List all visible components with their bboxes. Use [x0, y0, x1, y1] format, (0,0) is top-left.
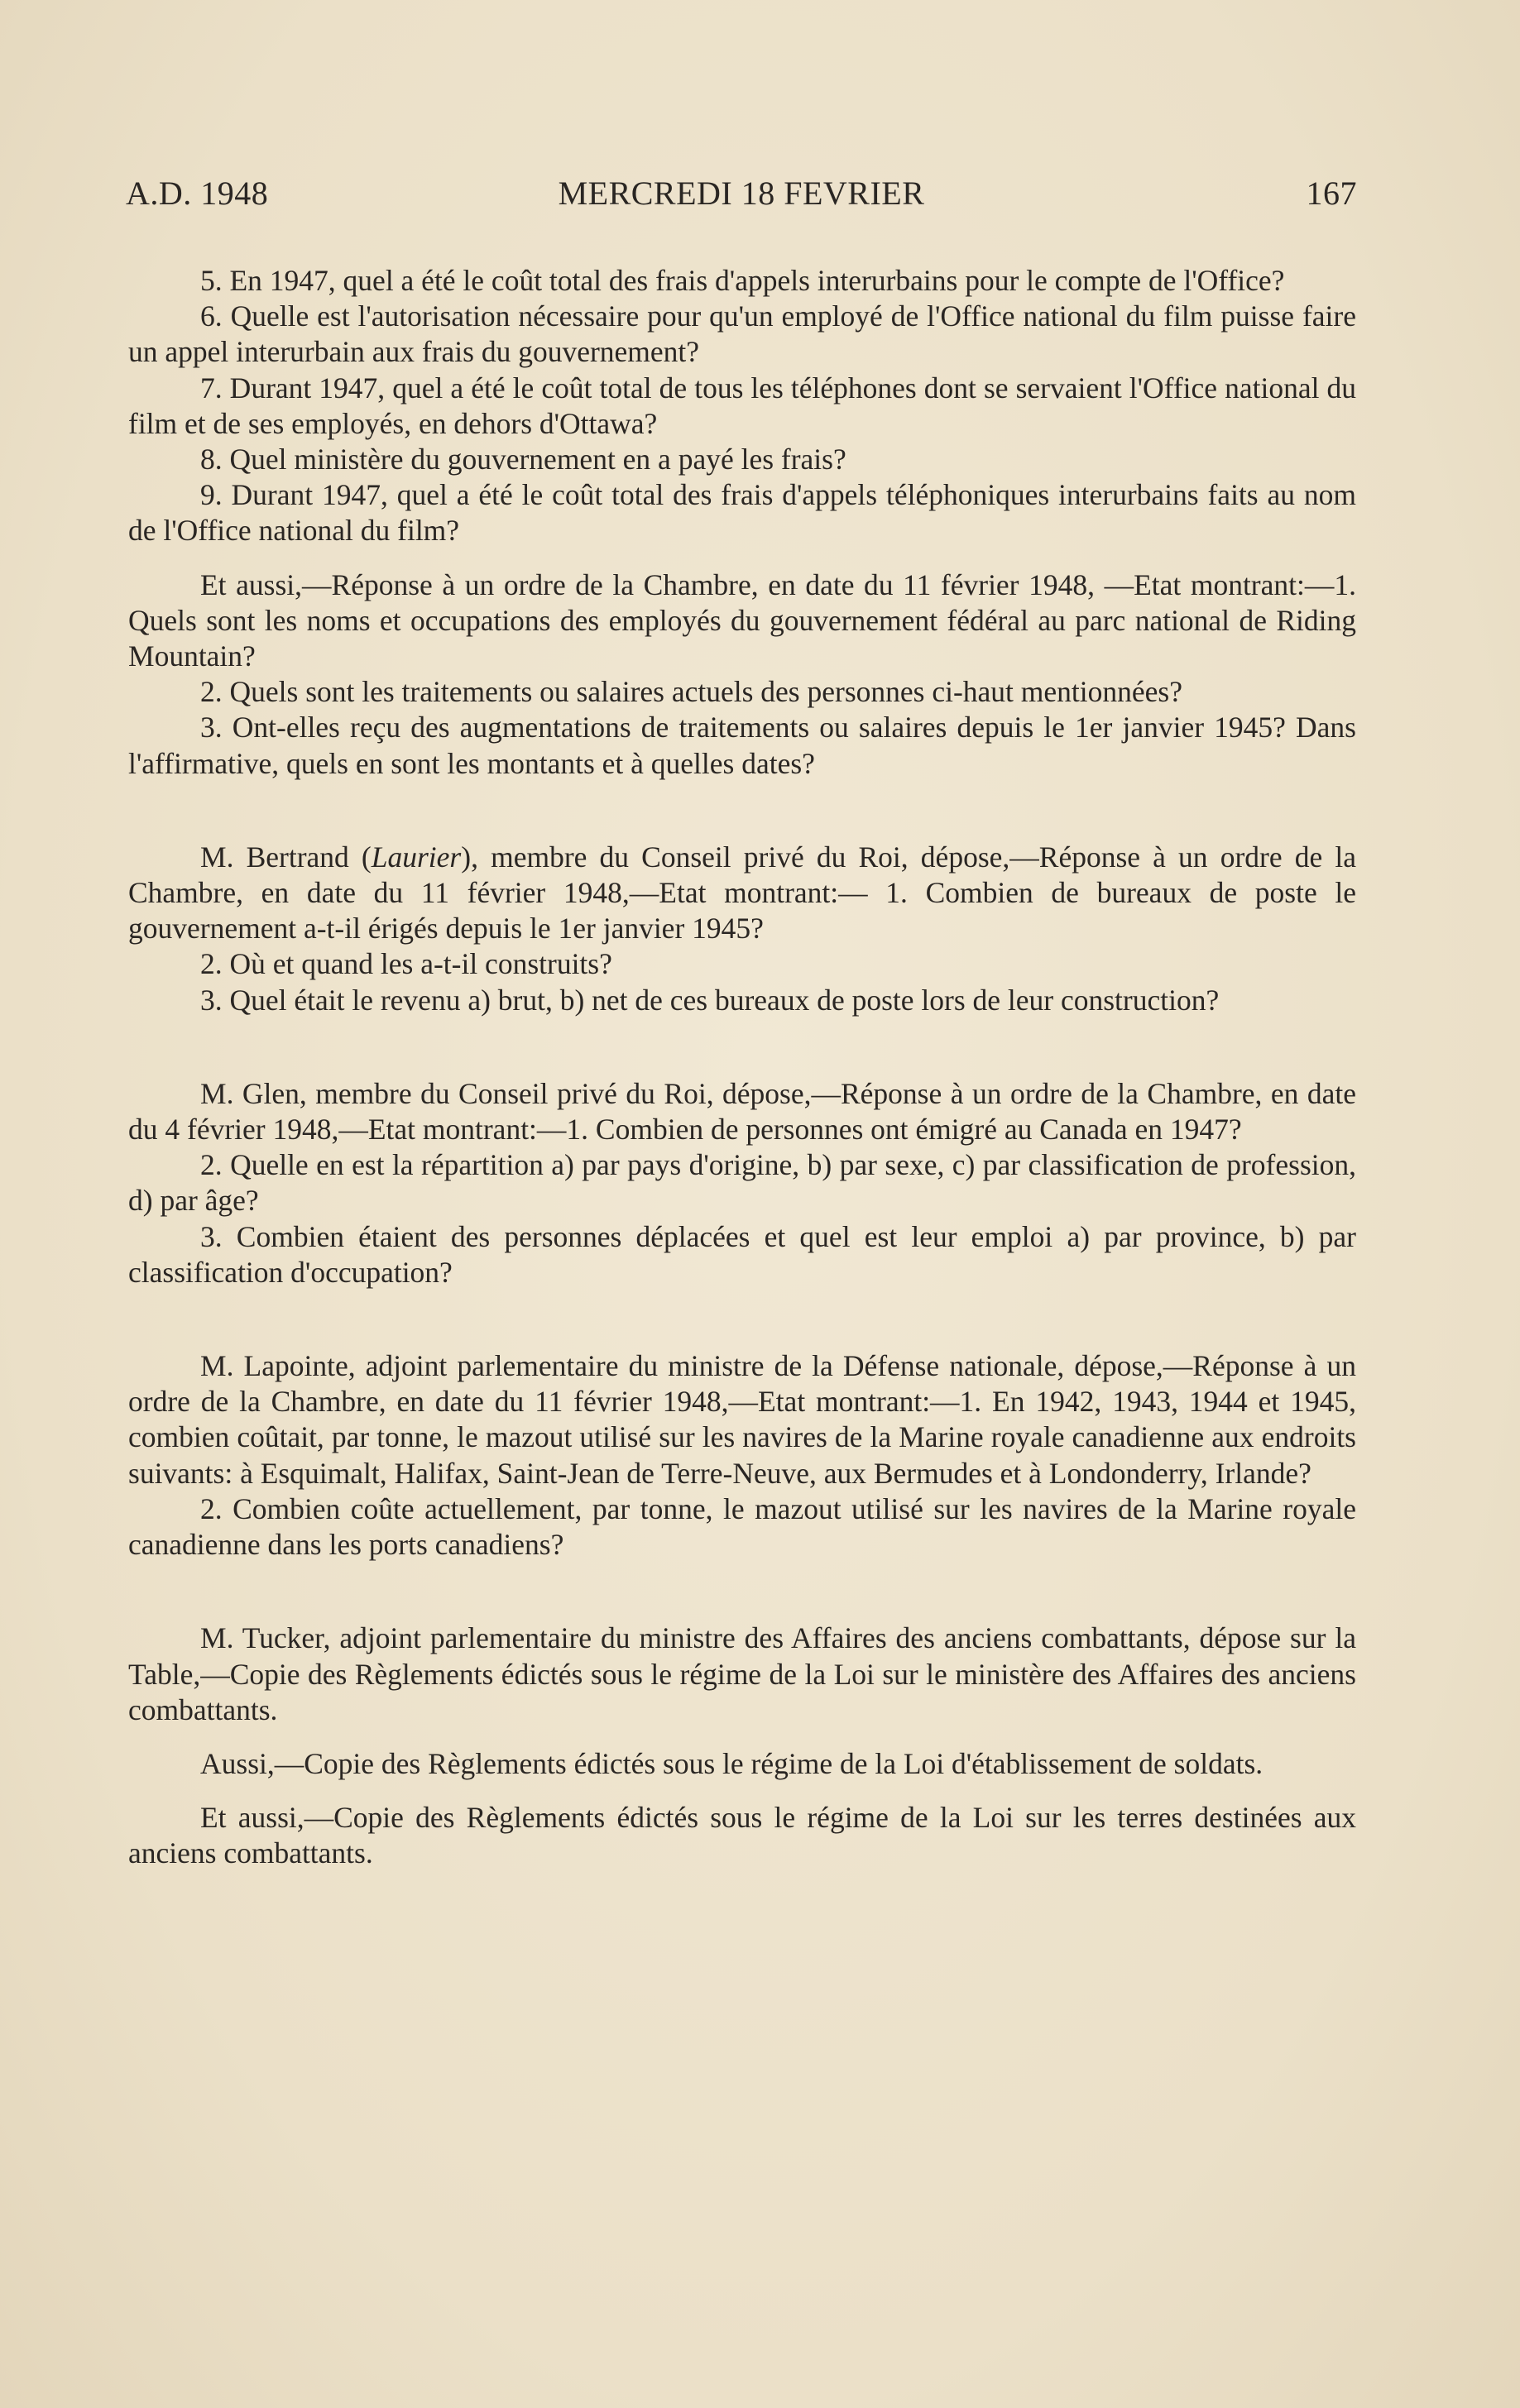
- section-riding-mountain: [128, 567, 1356, 782]
- section-et-aussi: [128, 1800, 1356, 1871]
- paragraph: M. Lapointe, adjoint parlementaire du ministre de la Défense nationale, dépose,—Réponse à un ordre de la Chambre, en date du 11 février 1948,—Etat montrant:—1. En 1942, 1943, 1944 et 1945, combien coûtait, par tonne, le mazout utilisé sur les navires de la Marine royale canadienne aux endroits suivants: à Esquimalt, Halifax, Saint-Jean de Terre-Neuve, aux Bermudes et à Londonderry, Irlande?: [128, 1349, 1356, 1490]
- section-bertrand: [128, 840, 1356, 1018]
- paragraph: 5. En 1947, quel a été le coût total des frais d'appels interurbains pour le compte de l'Office?: [200, 264, 1285, 297]
- text-run: ), membre du Conseil privé du Roi, dépose,—Réponse à un ordre de la Chambre, en date du 11 février 1948,—Etat montrant:— 1. Combien de bureaux de poste le gouvernement a-t-il érigés depuis le 1er janvier 1945?: [128, 840, 1356, 945]
- paragraph: 9. Durant 1947, quel a été le coût total des frais d'appels téléphoniques interurbains faits au nom de l'Office national du film?: [128, 478, 1356, 548]
- paragraph: 3. Combien étaient des personnes déplacées et quel est leur emploi a) par province, b) par classification d'occupation?: [128, 1219, 1356, 1289]
- paragraph: Et aussi,—Réponse à un ordre de la Chambre, en date du 11 février 1948, —Etat montrant:—1. Quels sont les noms et occupations des employés du gouvernement fédéral au parc national de Riding Mountain?: [128, 567, 1356, 673]
- paragraph: Et aussi,—Copie des Règlements édictés sous le régime de la Loi sur les terres destinées aux anciens combattants.: [128, 1801, 1356, 1870]
- paragraph: 2. Quels sont les traitements ou salaires actuels des personnes ci-haut mentionnées?: [200, 675, 1182, 709]
- paragraph: 6. Quelle est l'autorisation nécessaire pour qu'un employé de l'Office national du film puisse faire un appel interurbain aux frais du gouvernement?: [128, 299, 1356, 369]
- page-number: 167: [1306, 175, 1357, 212]
- paragraph: 2. Quelle en est la répartition a) par pays d'origine, b) par sexe, c) par classification de profession, d) par âge?: [128, 1148, 1356, 1218]
- paragraph: 7. Durant 1947, quel a été le coût total de tous les téléphones dont se servaient l'Office national du film et de ses employés, en dehors d'Ottawa?: [128, 371, 1356, 440]
- header-date: MERCREDI 18 FEVRIER: [558, 175, 925, 212]
- paragraph: 2. Combien coûte actuellement, par tonne, le mazout utilisé sur les navires de la Marine royale canadienne dans les ports canadiens?: [128, 1491, 1356, 1562]
- paragraph: 3. Quel était le revenu a) brut, b) net de ces bureaux de poste lors de leur construction?: [200, 983, 1220, 1017]
- paragraph: 3. Ont-elles reçu des augmentations de traitements ou salaires depuis le 1er janvier 1945? Dans l'affirmative, quels en sont les montants et à quelles dates?: [128, 711, 1356, 780]
- paragraph: M. Tucker, adjoint parlementaire du ministre des Affaires des anciens combattants, dépose sur la Table,—Copie des Règlements édictés sous le régime de la Loi sur le ministère des Affaires des anciens combattants.: [128, 1621, 1356, 1726]
- section-questions-office: [128, 263, 1356, 549]
- paragraph: Aussi,—Copie des Règlements édictés sous le régime de la Loi d'établissement de soldats.: [200, 1746, 1263, 1780]
- section-lapointe: [128, 1348, 1356, 1563]
- paragraph: M. Glen, membre du Conseil privé du Roi, dépose,—Réponse à un ordre de la Chambre, en date du 4 février 1948,—Etat montrant:—1. Combien de personnes ont émigré au Canada en 1947?: [128, 1076, 1356, 1147]
- section-aussi: [128, 1746, 1356, 1782]
- document-body: [128, 263, 1356, 1872]
- paragraph: 8. Quel ministère du gouvernement en a payé les frais?: [200, 443, 846, 476]
- text-run: M. Bertrand (: [200, 840, 372, 874]
- riding-name: Laurier: [371, 840, 462, 874]
- paragraph: 2. Où et quand les a-t-il construits?: [200, 947, 612, 981]
- section-glen: [128, 1076, 1356, 1290]
- page-header: [126, 174, 1357, 215]
- header-year: A.D. 1948: [126, 175, 269, 212]
- paragraph: [128, 840, 1356, 947]
- section-tucker: [128, 1620, 1356, 1728]
